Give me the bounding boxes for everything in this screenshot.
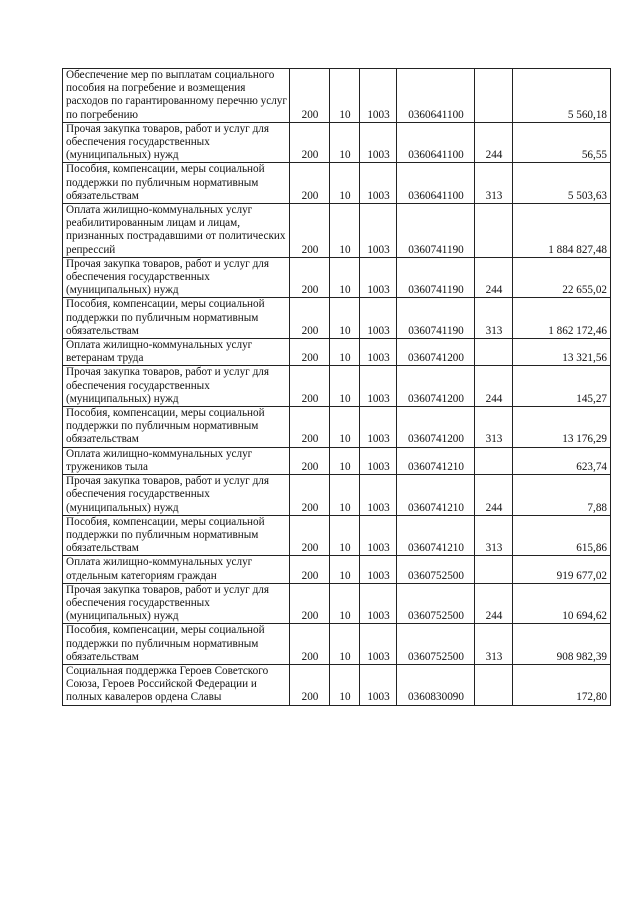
expense-name-cell: Пособия, компенсации, меры социальной поддержки по публичным нормативным обязательствам <box>63 298 290 339</box>
target-article-cell: 0360641100 <box>397 122 475 163</box>
expense-type-cell: 313 <box>475 515 513 556</box>
amount-cell: 1 884 827,48 <box>513 204 611 258</box>
expense-type-cell: 313 <box>475 298 513 339</box>
expense-type-cell: 313 <box>475 624 513 665</box>
section-code-cell: 10 <box>330 583 360 624</box>
expense-name-cell: Оплата жилищно-коммунальных услуг ветеранам труда <box>63 339 290 366</box>
subsection-code-cell: 1003 <box>360 204 397 258</box>
budget-table <box>62 68 611 706</box>
expense-name-cell: Прочая закупка товаров, работ и услуг для обеспечения государственных (муниципальных) нужд <box>63 475 290 516</box>
subsection-code-cell: 1003 <box>360 257 397 298</box>
target-article-cell: 0360741200 <box>397 366 475 407</box>
target-article-cell: 0360741210 <box>397 515 475 556</box>
expense-type-cell: 313 <box>475 163 513 204</box>
table-row <box>63 624 611 665</box>
expense-type-cell <box>475 339 513 366</box>
table-row <box>63 407 611 448</box>
grbs-code-cell: 200 <box>290 339 330 366</box>
expense-type-cell <box>475 447 513 474</box>
section-code-cell: 10 <box>330 163 360 204</box>
expense-name-cell: Социальная поддержка Героев Советского Союза, Героев Российской Федерации и полных кавалеров ордена Славы <box>63 664 290 705</box>
amount-cell: 7,88 <box>513 475 611 516</box>
expense-name-cell: Пособия, компенсации, меры социальной поддержки по публичным нормативным обязательствам <box>63 407 290 448</box>
table-row <box>63 447 611 474</box>
subsection-code-cell: 1003 <box>360 407 397 448</box>
budget-table-body <box>63 69 611 706</box>
expense-name-cell: Оплата жилищно-коммунальных услуг отдельным категориям граждан <box>63 556 290 583</box>
amount-cell: 13 321,56 <box>513 339 611 366</box>
amount-cell: 56,55 <box>513 122 611 163</box>
subsection-code-cell: 1003 <box>360 366 397 407</box>
target-article-cell: 0360741210 <box>397 447 475 474</box>
section-code-cell: 10 <box>330 556 360 583</box>
subsection-code-cell: 1003 <box>360 515 397 556</box>
subsection-code-cell: 1003 <box>360 339 397 366</box>
expense-name-cell: Прочая закупка товаров, работ и услуг для обеспечения государственных (муниципальных) нужд <box>63 122 290 163</box>
expense-type-cell <box>475 204 513 258</box>
amount-cell: 1 862 172,46 <box>513 298 611 339</box>
subsection-code-cell: 1003 <box>360 163 397 204</box>
table-row <box>63 475 611 516</box>
grbs-code-cell: 200 <box>290 556 330 583</box>
expense-name-cell: Прочая закупка товаров, работ и услуг для обеспечения государственных (муниципальных) нужд <box>63 366 290 407</box>
grbs-code-cell: 200 <box>290 475 330 516</box>
section-code-cell: 10 <box>330 515 360 556</box>
expense-name-cell: Оплата жилищно-коммунальных услуг реабилитированным лицам и лицам, признанных пострадавшими от политических репрессий <box>63 204 290 258</box>
section-code-cell: 10 <box>330 339 360 366</box>
section-code-cell: 10 <box>330 257 360 298</box>
expense-name-cell: Обеспечение мер по выплатам социального пособия на погребение и возмещения расходов по гарантированному перечню услуг по погребению <box>63 69 290 123</box>
grbs-code-cell: 200 <box>290 257 330 298</box>
subsection-code-cell: 1003 <box>360 69 397 123</box>
target-article-cell: 0360741200 <box>397 339 475 366</box>
amount-cell: 623,74 <box>513 447 611 474</box>
table-row <box>63 204 611 258</box>
table-row <box>63 583 611 624</box>
table-row <box>63 515 611 556</box>
table-row <box>63 664 611 705</box>
target-article-cell: 0360641100 <box>397 163 475 204</box>
amount-cell: 908 982,39 <box>513 624 611 665</box>
expense-type-cell <box>475 69 513 123</box>
grbs-code-cell: 200 <box>290 122 330 163</box>
grbs-code-cell: 200 <box>290 298 330 339</box>
expense-type-cell: 244 <box>475 122 513 163</box>
section-code-cell: 10 <box>330 624 360 665</box>
expense-name-cell: Пособия, компенсации, меры социальной поддержки по публичным нормативным обязательствам <box>63 515 290 556</box>
amount-cell: 5 503,63 <box>513 163 611 204</box>
target-article-cell: 0360752500 <box>397 556 475 583</box>
grbs-code-cell: 200 <box>290 583 330 624</box>
subsection-code-cell: 1003 <box>360 624 397 665</box>
section-code-cell: 10 <box>330 366 360 407</box>
expense-type-cell <box>475 664 513 705</box>
subsection-code-cell: 1003 <box>360 298 397 339</box>
target-article-cell: 0360741200 <box>397 407 475 448</box>
expense-type-cell <box>475 556 513 583</box>
table-row <box>63 298 611 339</box>
section-code-cell: 10 <box>330 475 360 516</box>
section-code-cell: 10 <box>330 447 360 474</box>
expense-type-cell: 244 <box>475 475 513 516</box>
table-row <box>63 556 611 583</box>
amount-cell: 145,27 <box>513 366 611 407</box>
section-code-cell: 10 <box>330 298 360 339</box>
section-code-cell: 10 <box>330 122 360 163</box>
subsection-code-cell: 1003 <box>360 122 397 163</box>
amount-cell: 615,86 <box>513 515 611 556</box>
table-row <box>63 122 611 163</box>
subsection-code-cell: 1003 <box>360 556 397 583</box>
grbs-code-cell: 200 <box>290 163 330 204</box>
expense-name-cell: Прочая закупка товаров, работ и услуг для обеспечения государственных (муниципальных) нужд <box>63 257 290 298</box>
subsection-code-cell: 1003 <box>360 583 397 624</box>
target-article-cell: 0360741190 <box>397 257 475 298</box>
expense-name-cell: Прочая закупка товаров, работ и услуг для обеспечения государственных (муниципальных) нужд <box>63 583 290 624</box>
expense-name-cell: Пособия, компенсации, меры социальной поддержки по публичным нормативным обязательствам <box>63 624 290 665</box>
section-code-cell: 10 <box>330 204 360 258</box>
amount-cell: 10 694,62 <box>513 583 611 624</box>
subsection-code-cell: 1003 <box>360 447 397 474</box>
grbs-code-cell: 200 <box>290 447 330 474</box>
amount-cell: 13 176,29 <box>513 407 611 448</box>
amount-cell: 919 677,02 <box>513 556 611 583</box>
expense-name-cell: Пособия, компенсации, меры социальной поддержки по публичным нормативным обязательствам <box>63 163 290 204</box>
table-row <box>63 366 611 407</box>
section-code-cell: 10 <box>330 407 360 448</box>
section-code-cell: 10 <box>330 664 360 705</box>
grbs-code-cell: 200 <box>290 204 330 258</box>
amount-cell: 22 655,02 <box>513 257 611 298</box>
grbs-code-cell: 200 <box>290 515 330 556</box>
subsection-code-cell: 1003 <box>360 664 397 705</box>
expense-type-cell: 244 <box>475 366 513 407</box>
target-article-cell: 0360741190 <box>397 204 475 258</box>
grbs-code-cell: 200 <box>290 69 330 123</box>
target-article-cell: 0360641100 <box>397 69 475 123</box>
grbs-code-cell: 200 <box>290 664 330 705</box>
table-row <box>63 163 611 204</box>
grbs-code-cell: 200 <box>290 407 330 448</box>
expense-type-cell: 313 <box>475 407 513 448</box>
section-code-cell: 10 <box>330 69 360 123</box>
target-article-cell: 0360752500 <box>397 583 475 624</box>
amount-cell: 172,80 <box>513 664 611 705</box>
grbs-code-cell: 200 <box>290 366 330 407</box>
target-article-cell: 0360830090 <box>397 664 475 705</box>
target-article-cell: 0360752500 <box>397 624 475 665</box>
subsection-code-cell: 1003 <box>360 475 397 516</box>
table-row <box>63 69 611 123</box>
expense-type-cell: 244 <box>475 257 513 298</box>
expense-name-cell: Оплата жилищно-коммунальных услуг тружеников тыла <box>63 447 290 474</box>
table-row <box>63 339 611 366</box>
target-article-cell: 0360741190 <box>397 298 475 339</box>
grbs-code-cell: 200 <box>290 624 330 665</box>
target-article-cell: 0360741210 <box>397 475 475 516</box>
amount-cell: 5 560,18 <box>513 69 611 123</box>
table-row <box>63 257 611 298</box>
expense-type-cell: 244 <box>475 583 513 624</box>
